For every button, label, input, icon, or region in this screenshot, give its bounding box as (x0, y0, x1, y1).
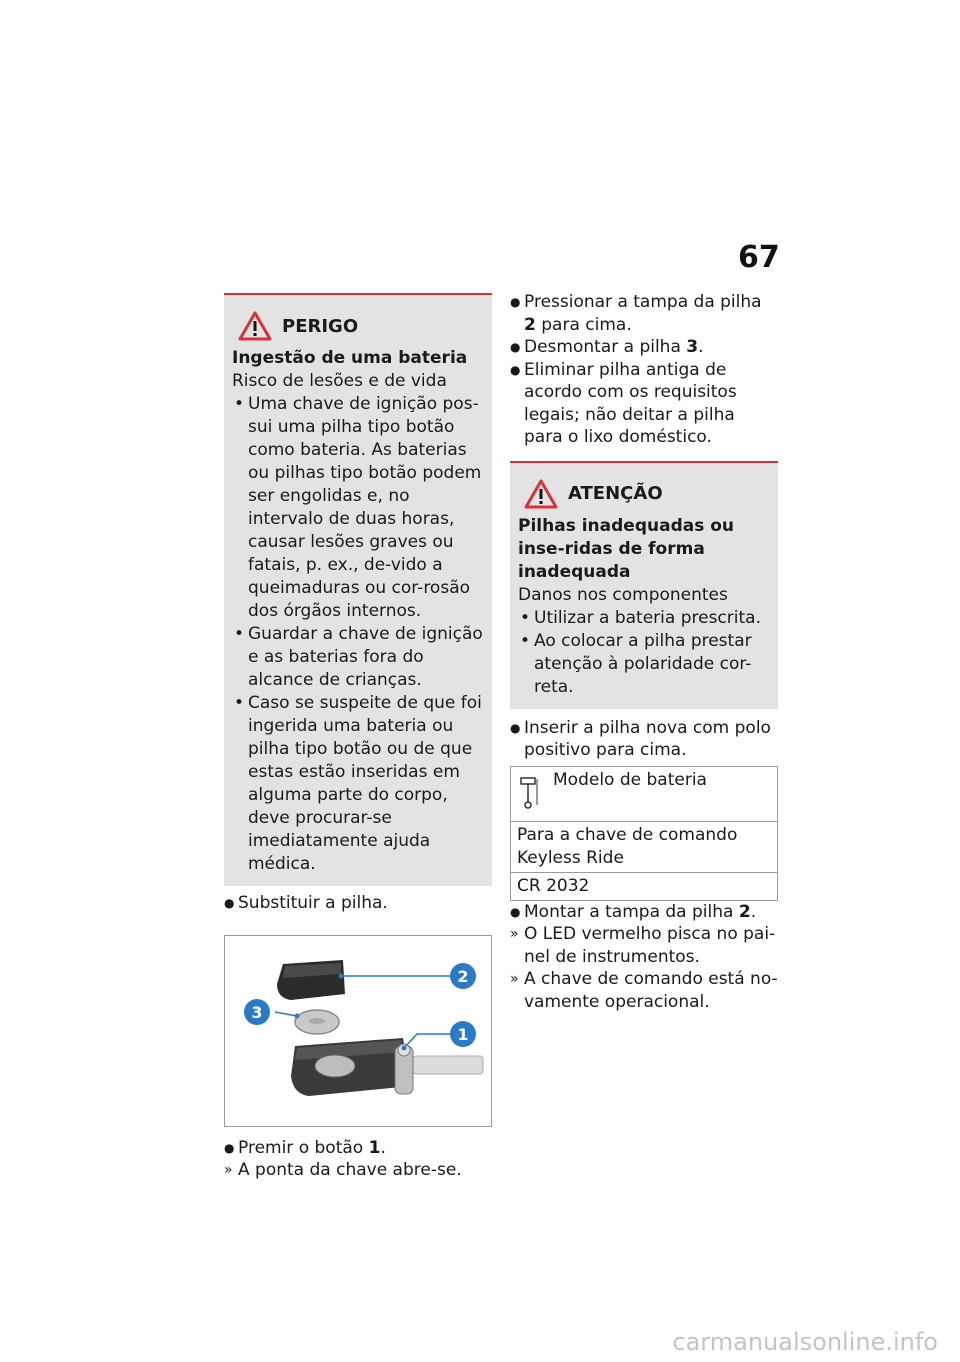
warning-triangle-icon (238, 311, 272, 341)
bullet-item (518, 630, 770, 699)
warning-triangle-icon (524, 479, 558, 509)
step-text: Inserir a pilha nova com polo positivo para cima. (524, 717, 771, 760)
bullet-text: Uma chave de ignição pos-sui uma pilha tipo botão como bateria. As baterias ou pilhas tipo botão podem ser engolidas e, no intervalo de duas horas, causar lesões graves ou fatais, p. ex., de-vido a queimaduras ou cor-rosão dos órgãos internos. (248, 394, 482, 621)
step-text: Eliminar pilha antiga de acordo com os requisitos legais; não deitar a pilha para o lixo doméstico. (524, 359, 737, 447)
step-item (224, 892, 492, 915)
result-marker: » (510, 926, 519, 942)
step-text: A ponta da chave abre-se. (238, 1160, 462, 1180)
step-text: A chave de comando está no-vamente operacional. (524, 969, 778, 1012)
spec-header-cell (511, 766, 778, 821)
step-text-after: . (698, 337, 704, 357)
key-blade (413, 1056, 483, 1074)
step-text: Montar a tampa da pilha (524, 901, 739, 922)
step-text: Premir o botão (238, 1137, 369, 1158)
step-item (510, 717, 778, 762)
spec-row (511, 821, 778, 872)
spec-header-row (511, 766, 778, 821)
step-marker: ● (510, 904, 521, 919)
step-item (510, 901, 778, 924)
step-marker: ● (510, 362, 521, 377)
battery-spec-table (510, 766, 778, 901)
step-item (510, 359, 778, 449)
left-steps-1 (224, 892, 492, 915)
spec-cell: Para a chave de comando Keyless Ride (511, 821, 778, 872)
left-column (224, 293, 492, 1182)
step-marker: ● (224, 1140, 235, 1155)
spec-header-label: Modelo de bateria (553, 769, 707, 790)
bullet-item (232, 692, 484, 876)
step-text-after: . (750, 901, 757, 922)
result-marker: » (224, 1162, 233, 1178)
page-number: 67 (738, 240, 780, 275)
spec-cell: CR 2032 (511, 872, 778, 900)
bullet-text: Guardar a chave de ignição e as baterias fora do alcance de crianças. (248, 624, 483, 690)
attention-list (518, 607, 770, 699)
right-steps-3 (510, 901, 778, 1014)
bullet-marker: • (234, 693, 245, 713)
battery-icon (517, 775, 543, 809)
bullet-marker: • (520, 607, 531, 628)
step-reference: 2 (524, 314, 536, 335)
result-item (510, 923, 778, 968)
danger-heading: Ingestão de uma bateria (232, 348, 468, 368)
danger-subheading: Risco de lesões e de vida (232, 371, 447, 391)
result-item (510, 968, 778, 1013)
callout-1 (450, 1021, 476, 1047)
bullet-text: Utilizar a bateria prescrita. (534, 607, 761, 628)
key-battery-figure (224, 935, 492, 1127)
step-item (510, 291, 778, 336)
step-item (510, 336, 778, 359)
watermark: carmanualsonline.info (672, 1328, 938, 1356)
step-item (224, 1137, 492, 1160)
danger-title: PERIGO (282, 315, 359, 337)
bullet-item (232, 623, 484, 692)
step-text: Desmontar a pilha (524, 337, 687, 357)
svg-text:2: 2 (457, 966, 469, 986)
bullet-marker: • (520, 630, 531, 651)
bullet-item (232, 393, 484, 623)
bullet-marker: • (234, 624, 245, 644)
result-item (224, 1159, 492, 1182)
step-marker: ● (224, 896, 235, 910)
bullet-text: Ao colocar a pilha prestar atenção à polaridade cor-reta. (534, 630, 752, 697)
right-steps-1 (510, 291, 778, 449)
bullet-item (518, 607, 770, 630)
right-steps-2 (510, 717, 778, 762)
step-text: Substituir a pilha. (238, 893, 388, 913)
left-steps-2 (224, 1137, 492, 1182)
svg-text:3: 3 (251, 1002, 263, 1022)
bullet-marker: • (234, 394, 245, 414)
callout-3 (244, 999, 270, 1025)
step-marker: ● (510, 720, 521, 735)
danger-list (232, 393, 484, 876)
step-reference: 3 (686, 337, 699, 357)
attention-title: ATENÇÃO (568, 483, 663, 504)
danger-header (232, 311, 484, 341)
step-marker: ● (510, 295, 521, 309)
danger-box (224, 293, 492, 886)
step-text-after: . (380, 1137, 386, 1158)
right-column (510, 291, 778, 1013)
step-text-after: para cima. (535, 314, 632, 335)
attention-subheading: Danos nos componentes (518, 584, 728, 605)
step-text: O LED vermelho pisca no pai-nel de instrumentos. (524, 924, 776, 967)
step-reference: 2 (738, 901, 751, 922)
attention-heading: Pilhas inadequadas ou inse-ridas de forma inadequada (518, 515, 735, 582)
step-reference: 1 (368, 1137, 381, 1158)
spec-row (511, 872, 778, 900)
bullet-text: Caso se suspeite de que foi ingerida uma bateria ou pilha tipo botão ou de que estas estão inseridas em alguma parte do corpo, deve procurar-se imediatamente ajuda médica. (248, 693, 482, 874)
result-marker: » (510, 971, 519, 987)
step-text: Pressionar a tampa da pilha (524, 292, 762, 312)
attention-box (510, 461, 778, 709)
attention-header (518, 479, 770, 509)
step-marker: ● (510, 340, 521, 354)
callout-2 (450, 963, 476, 989)
key-diagram (225, 936, 491, 1126)
svg-text:1: 1 (457, 1024, 469, 1044)
